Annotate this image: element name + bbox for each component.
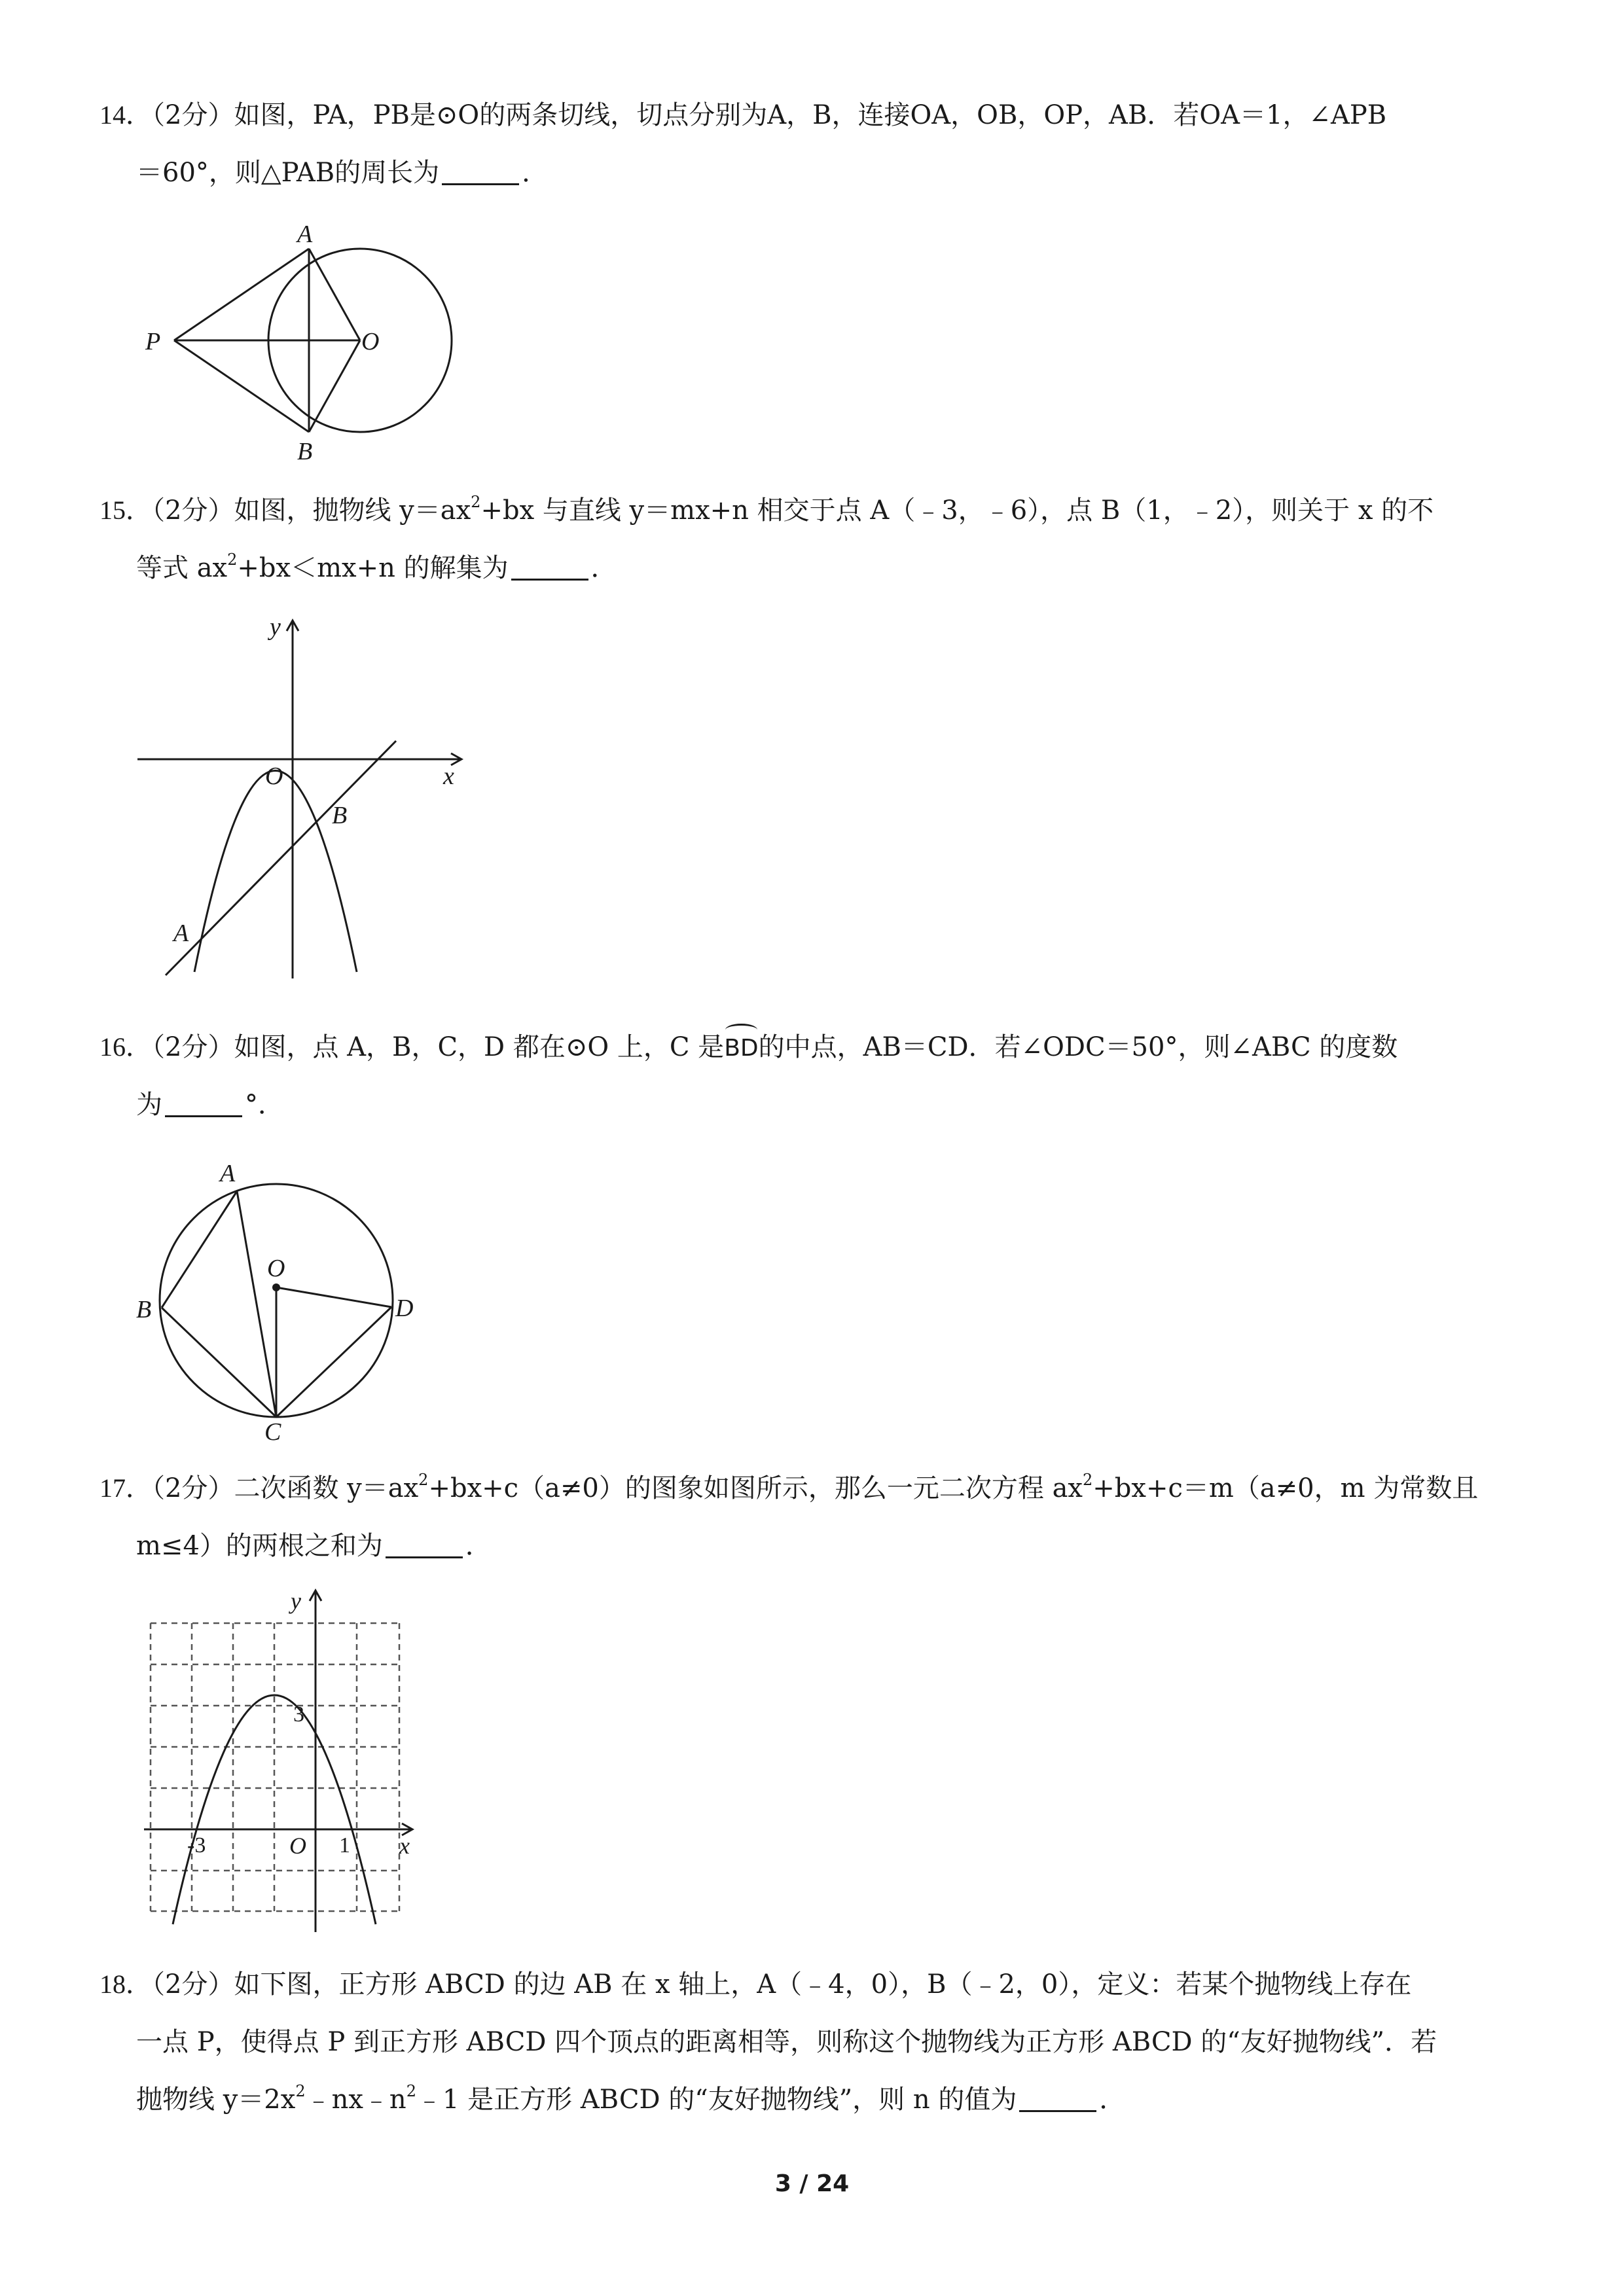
q14-figure	[137, 223, 478, 465]
arc-bd: BD	[724, 1030, 758, 1067]
q15-end: ．	[590, 553, 617, 583]
answer-blank	[165, 1089, 242, 1117]
q17-number: 17．	[99, 1473, 152, 1503]
q18-line2	[136, 2024, 1437, 2060]
q18-line1	[99, 1966, 1411, 2003]
tangent-pb	[174, 340, 309, 432]
q18-text-3b: ﹣nx﹣n	[305, 2085, 406, 2115]
parabola	[194, 771, 357, 973]
q15-text-2b: +bx＜mx+n 的解集为	[237, 553, 509, 583]
segment-oa	[309, 249, 360, 340]
q17-sup-1: 2	[418, 1471, 429, 1489]
q15-score: （2分）	[152, 495, 234, 526]
label-x: x	[399, 1833, 410, 1859]
label-b: B	[297, 438, 313, 465]
q18-score: （2分）	[152, 1969, 234, 2000]
segment-ab	[162, 1191, 237, 1308]
q18-text-2: 一点 P，使得点 P 到正方形 ABCD 四个顶点的距离相等，则称这个抛物线为正方形 ABCD 的“友好抛物线”．若	[136, 2027, 1437, 2057]
q18-number: 18．	[99, 1969, 152, 1999]
q15-text-1b: +bx 与直线 y＝mx+n 相交于点 A（﹣3，﹣6），点 B（1，﹣2），则关于 x 的不	[480, 495, 1434, 526]
label-b: B	[332, 802, 348, 829]
center-o	[272, 1283, 280, 1291]
q17-text-1b: +bx+c（a≠0）的图象如图所示，那么一元二次方程 ax	[428, 1473, 1083, 1503]
q16-text-2a: 为	[136, 1090, 162, 1120]
q16-figure	[131, 1149, 439, 1443]
label-3: 3	[293, 1702, 304, 1727]
label-neg3: -3	[187, 1833, 206, 1857]
label-o: O	[265, 762, 283, 790]
q14-text-2: ＝60°，则△PAB的周长为	[136, 158, 440, 188]
answer-blank	[442, 157, 519, 185]
label-o: O	[267, 1255, 285, 1282]
q17-line2	[136, 1528, 492, 1564]
segment-od	[276, 1287, 391, 1307]
label-1: 1	[339, 1833, 350, 1857]
q18-line3	[136, 2081, 1125, 2118]
q17-score: （2分）	[152, 1473, 234, 1503]
label-a: A	[173, 920, 189, 947]
label-b: B	[136, 1296, 152, 1323]
label-p: P	[145, 328, 161, 355]
q15-text-1a: 如图，抛物线 y＝ax	[234, 495, 471, 526]
q15-line1	[99, 492, 1434, 529]
q16-text-1a: 如图，点 A，B，C，D 都在⊙O 上，C 是	[234, 1032, 725, 1062]
q16-line2	[136, 1086, 284, 1123]
label-x: x	[443, 762, 454, 790]
q14-text-1: 如图，PA，PB是⊙O的两条切线，切点分别为A，B，连接OA，OB，OP，AB．若OA＝1，∠APB	[234, 100, 1387, 130]
label-a: A	[220, 1160, 236, 1187]
q18-end: ．	[1099, 2085, 1126, 2115]
answer-blank	[1019, 2084, 1096, 2112]
q15-figure	[134, 609, 475, 985]
q17-figure	[137, 1584, 425, 1937]
q16-end: °．	[245, 1090, 284, 1120]
q16-line1	[99, 1029, 1398, 1067]
q14-line1	[99, 97, 1386, 134]
page-number: 3 / 24	[774, 2170, 850, 2197]
q14-number: 14．	[99, 100, 152, 130]
q14-line2	[136, 154, 548, 191]
q15-number: 15．	[99, 495, 152, 525]
label-o: O	[289, 1833, 306, 1859]
label-c: C	[264, 1418, 281, 1443]
q16-score: （2分）	[152, 1032, 234, 1062]
label-y: y	[291, 1588, 301, 1614]
q18-sup-1: 2	[295, 2082, 306, 2100]
q15-text-2a: 等式 ax	[136, 553, 228, 583]
q17-end: ．	[465, 1531, 492, 1561]
answer-blank	[511, 552, 588, 581]
segment-bc	[162, 1308, 276, 1417]
q17-text-1a: 二次函数 y＝ax	[234, 1473, 419, 1503]
label-y: y	[270, 613, 281, 641]
q15-line2	[136, 550, 617, 586]
tangent-pa	[174, 249, 309, 340]
q18-text-3a: 抛物线 y＝2x	[136, 2085, 296, 2115]
q14-score: （2分）	[152, 100, 234, 130]
label-o: O	[361, 328, 380, 355]
q15-sup-2: 2	[227, 550, 238, 569]
q17-text-2a: m≤4）的两根之和为	[136, 1531, 383, 1561]
label-a: A	[297, 223, 313, 248]
segment-ob	[309, 340, 360, 432]
q17-line1	[99, 1470, 1478, 1507]
q16-number: 16．	[99, 1032, 152, 1062]
q18-sup-2: 2	[406, 2082, 416, 2100]
segment-ac	[237, 1191, 276, 1417]
q17-text-1c: +bx+c＝m（a≠0，m 为常数且	[1092, 1473, 1479, 1503]
answer-blank	[386, 1530, 463, 1558]
q14-end: ．	[522, 158, 549, 188]
q15-sup-1: 2	[471, 493, 481, 511]
label-d: D	[395, 1295, 414, 1322]
q17-sup-2: 2	[1082, 1471, 1093, 1489]
q16-text-1b: 的中点，AB＝CD．若∠ODC＝50°，则∠ABC 的度数	[758, 1032, 1398, 1062]
q18-text-3c: ﹣1 是正方形 ABCD 的“友好抛物线”，则 n 的值为	[416, 2085, 1017, 2115]
q18-text-1: 如下图，正方形 ABCD 的边 AB 在 x 轴上，A（﹣4，0），B（﹣2，0），定义：若某个抛物线上存在	[234, 1969, 1412, 2000]
